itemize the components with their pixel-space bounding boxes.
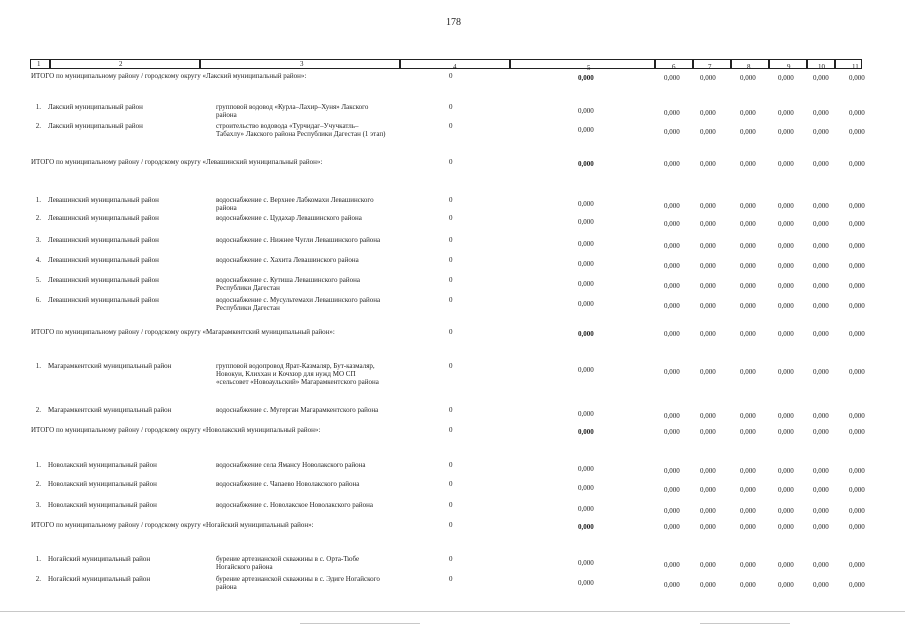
value-col-6: 0,000	[664, 467, 680, 475]
value-col-9: 0,000	[778, 74, 794, 82]
value-col-8: 0,000	[740, 523, 756, 531]
value-col-4: 0	[449, 236, 453, 244]
value-col-8: 0,000	[740, 302, 756, 310]
row-index: 1.	[35, 555, 41, 563]
value-col-6: 0,000	[664, 262, 680, 270]
value-col-7: 0,000	[700, 412, 716, 420]
value-col-11: 0,000	[849, 412, 865, 420]
header-label-3: 3	[300, 60, 304, 68]
project-description: строительство водовода «Турчидаг–Учучкатль–Табахлу» Лакского района Республики Дагестан (1 этап)	[216, 122, 386, 138]
district-name: Новолакский муниципальный район	[48, 480, 157, 488]
page-number: 178	[446, 17, 461, 28]
value-col-4: 0	[449, 362, 453, 370]
district-name: Левашинский муниципальный район	[48, 236, 159, 244]
header-label-11: 11	[852, 63, 859, 71]
total-label: ИТОГО по муниципальному району / городскому округу «Ногайский муниципальный район»:	[31, 521, 314, 529]
value-col-4: 0	[449, 158, 453, 166]
value-col-6: 0,000	[664, 109, 680, 117]
row-index: 2.	[35, 575, 41, 583]
value-col-8: 0,000	[740, 109, 756, 117]
row-index: 1.	[35, 362, 41, 370]
value-col-8: 0,000	[740, 74, 756, 82]
value-col-4: 0	[449, 72, 453, 80]
value-col-8: 0,000	[740, 581, 756, 589]
value-col-6: 0,000	[664, 330, 680, 338]
value-col-7: 0,000	[700, 202, 716, 210]
value-col-4: 0	[449, 103, 453, 111]
value-col-9: 0,000	[778, 486, 794, 494]
district-name: Левашинский муниципальный район	[48, 196, 159, 204]
value-col-5: 0,000	[578, 523, 594, 531]
value-col-6: 0,000	[664, 160, 680, 168]
value-col-7: 0,000	[700, 523, 716, 531]
value-col-7: 0,000	[700, 220, 716, 228]
value-col-11: 0,000	[849, 282, 865, 290]
value-col-10: 0,000	[813, 368, 829, 376]
value-col-5: 0,000	[578, 126, 594, 134]
value-col-11: 0,000	[849, 128, 865, 136]
value-col-9: 0,000	[778, 282, 794, 290]
header-label-5: 5	[587, 64, 591, 72]
header-label-10: 10	[818, 63, 825, 71]
district-name: Ногайский муниципальный район	[48, 555, 151, 563]
scan-line	[0, 611, 905, 612]
value-col-11: 0,000	[849, 262, 865, 270]
value-col-8: 0,000	[740, 486, 756, 494]
header-label-2: 2	[119, 60, 123, 68]
value-col-8: 0,000	[740, 507, 756, 515]
row-index: 1.	[35, 196, 41, 204]
value-col-7: 0,000	[700, 262, 716, 270]
value-col-9: 0,000	[778, 561, 794, 569]
value-col-4: 0	[449, 575, 453, 583]
value-col-8: 0,000	[740, 368, 756, 376]
value-col-10: 0,000	[813, 242, 829, 250]
value-col-5: 0,000	[578, 366, 594, 374]
value-col-9: 0,000	[778, 262, 794, 270]
scan-line	[300, 623, 420, 624]
value-col-5: 0,000	[578, 300, 594, 308]
value-col-7: 0,000	[700, 581, 716, 589]
value-col-6: 0,000	[664, 74, 680, 82]
value-col-4: 0	[449, 555, 453, 563]
row-index: 2.	[35, 480, 41, 488]
project-description: групповой водовод «Курла–Лахир–Хуня» Лакского района	[216, 103, 369, 119]
value-col-5: 0,000	[578, 505, 594, 513]
value-col-6: 0,000	[664, 202, 680, 210]
value-col-8: 0,000	[740, 428, 756, 436]
value-col-10: 0,000	[813, 581, 829, 589]
value-col-7: 0,000	[700, 160, 716, 168]
value-col-10: 0,000	[813, 412, 829, 420]
district-name: Магарамкентский муниципальный район	[48, 362, 172, 370]
value-col-8: 0,000	[740, 128, 756, 136]
value-col-6: 0,000	[664, 412, 680, 420]
district-name: Лакский муниципальный район	[48, 122, 143, 130]
value-col-8: 0,000	[740, 561, 756, 569]
row-index: 2.	[35, 214, 41, 222]
value-col-10: 0,000	[813, 486, 829, 494]
value-col-9: 0,000	[778, 302, 794, 310]
value-col-8: 0,000	[740, 467, 756, 475]
value-col-4: 0	[449, 296, 453, 304]
value-col-4: 0	[449, 328, 453, 336]
project-description: бурение артезианской скважины в с. Эдиге Ногайского района	[216, 575, 380, 591]
project-description: водоснабжение с. Чапаево Новолакского района	[216, 480, 360, 488]
header-label-8: 8	[747, 63, 751, 71]
value-col-5: 0,000	[578, 107, 594, 115]
value-col-6: 0,000	[664, 368, 680, 376]
district-name: Новолакский муниципальный район	[48, 501, 157, 509]
value-col-6: 0,000	[664, 128, 680, 136]
value-col-9: 0,000	[778, 128, 794, 136]
value-col-7: 0,000	[700, 507, 716, 515]
header-label-7: 7	[708, 63, 712, 71]
value-col-4: 0	[449, 122, 453, 130]
value-col-4: 0	[449, 521, 453, 529]
value-col-5: 0,000	[578, 74, 594, 82]
value-col-4: 0	[449, 256, 453, 264]
value-col-4: 0	[449, 276, 453, 284]
total-label: ИТОГО по муниципальному району / городскому округу «Новолакский муниципальный район»:	[31, 426, 321, 434]
value-col-4: 0	[449, 461, 453, 469]
project-description: водоснабжение с. Цудахар Левашинского района	[216, 214, 362, 222]
value-col-9: 0,000	[778, 368, 794, 376]
value-col-5: 0,000	[578, 465, 594, 473]
value-col-5: 0,000	[578, 428, 594, 436]
project-description: водоснабжение с. Мусультемахи Левашинского района Республики Дагестан	[216, 296, 381, 312]
value-col-10: 0,000	[813, 220, 829, 228]
value-col-5: 0,000	[578, 410, 594, 418]
project-description: групповой водопровод Ярат-Казмаляр, Бут-казмаляр, Новокуи, Клиххан и Кочхюр для нужд МО СП «сельсовет «Новоаульский» Магарамкентского района	[216, 362, 379, 386]
value-col-10: 0,000	[813, 523, 829, 531]
total-label: ИТОГО по муниципальному району / городскому округу «Лакский муниципальный район»:	[31, 72, 307, 80]
district-name: Магарамкентский муниципальный район	[48, 406, 172, 414]
value-col-8: 0,000	[740, 412, 756, 420]
value-col-6: 0,000	[664, 302, 680, 310]
value-col-10: 0,000	[813, 302, 829, 310]
value-col-4: 0	[449, 501, 453, 509]
value-col-9: 0,000	[778, 330, 794, 338]
value-col-11: 0,000	[849, 220, 865, 228]
value-col-5: 0,000	[578, 280, 594, 288]
value-col-9: 0,000	[778, 220, 794, 228]
value-col-7: 0,000	[700, 486, 716, 494]
value-col-7: 0,000	[700, 282, 716, 290]
value-col-10: 0,000	[813, 330, 829, 338]
row-index: 5.	[35, 276, 41, 284]
value-col-6: 0,000	[664, 507, 680, 515]
value-col-9: 0,000	[778, 507, 794, 515]
value-col-10: 0,000	[813, 428, 829, 436]
value-col-5: 0,000	[578, 260, 594, 268]
value-col-10: 0,000	[813, 160, 829, 168]
value-col-4: 0	[449, 480, 453, 488]
value-col-4: 0	[449, 214, 453, 222]
value-col-5: 0,000	[578, 559, 594, 567]
value-col-5: 0,000	[578, 200, 594, 208]
value-col-5: 0,000	[578, 579, 594, 587]
value-col-11: 0,000	[849, 523, 865, 531]
project-description: водоснабжение с. Мугерган Магарамкентского района	[216, 406, 379, 414]
value-col-7: 0,000	[700, 302, 716, 310]
value-col-10: 0,000	[813, 262, 829, 270]
row-index: 6.	[35, 296, 41, 304]
header-label-9: 9	[787, 63, 791, 71]
row-index: 1.	[35, 461, 41, 469]
value-col-10: 0,000	[813, 202, 829, 210]
value-col-9: 0,000	[778, 412, 794, 420]
value-col-5: 0,000	[578, 484, 594, 492]
header-label-4: 4	[453, 63, 457, 71]
value-col-11: 0,000	[849, 202, 865, 210]
value-col-11: 0,000	[849, 74, 865, 82]
value-col-10: 0,000	[813, 507, 829, 515]
value-col-9: 0,000	[778, 242, 794, 250]
value-col-9: 0,000	[778, 523, 794, 531]
value-col-6: 0,000	[664, 242, 680, 250]
district-name: Лакский муниципальный район	[48, 103, 143, 111]
value-col-8: 0,000	[740, 262, 756, 270]
value-col-11: 0,000	[849, 302, 865, 310]
project-description: водоснабжение с. Нижнее Чугли Левашинского района	[216, 236, 381, 244]
row-index: 1.	[35, 103, 41, 111]
value-col-9: 0,000	[778, 109, 794, 117]
total-label: ИТОГО по муниципальному району / городскому округу «Магарамкентский муниципальный район»:	[31, 328, 335, 336]
row-index: 2.	[35, 406, 41, 414]
scan-line	[700, 623, 790, 624]
district-name: Левашинский муниципальный район	[48, 276, 159, 284]
value-col-10: 0,000	[813, 128, 829, 136]
value-col-6: 0,000	[664, 486, 680, 494]
value-col-7: 0,000	[700, 368, 716, 376]
value-col-8: 0,000	[740, 330, 756, 338]
value-col-11: 0,000	[849, 242, 865, 250]
value-col-7: 0,000	[700, 74, 716, 82]
value-col-7: 0,000	[700, 467, 716, 475]
header-label-1: 1	[37, 60, 41, 68]
value-col-7: 0,000	[700, 330, 716, 338]
project-description: водоснабжение с. Кутиша Левашинского района Республики Дагестан	[216, 276, 360, 292]
value-col-9: 0,000	[778, 581, 794, 589]
value-col-9: 0,000	[778, 160, 794, 168]
value-col-8: 0,000	[740, 242, 756, 250]
district-name: Ногайский муниципальный район	[48, 575, 151, 583]
value-col-10: 0,000	[813, 109, 829, 117]
project-description: водоснабжение с. Верхнее Лабкомахи Левашинского района	[216, 196, 374, 212]
project-description: водоснабжение с. Новолакское Новолакского района	[216, 501, 373, 509]
value-col-5: 0,000	[578, 218, 594, 226]
value-col-7: 0,000	[700, 128, 716, 136]
value-col-4: 0	[449, 406, 453, 414]
project-description: водоснабжение села Ямансу Новолакского района	[216, 461, 366, 469]
value-col-8: 0,000	[740, 160, 756, 168]
value-col-5: 0,000	[578, 330, 594, 338]
value-col-11: 0,000	[849, 160, 865, 168]
value-col-5: 0,000	[578, 160, 594, 168]
value-col-9: 0,000	[778, 202, 794, 210]
value-col-7: 0,000	[700, 109, 716, 117]
value-col-8: 0,000	[740, 282, 756, 290]
district-name: Левашинский муниципальный район	[48, 296, 159, 304]
value-col-10: 0,000	[813, 74, 829, 82]
value-col-6: 0,000	[664, 282, 680, 290]
value-col-6: 0,000	[664, 523, 680, 531]
value-col-4: 0	[449, 426, 453, 434]
value-col-5: 0,000	[578, 240, 594, 248]
value-col-4: 0	[449, 196, 453, 204]
value-col-8: 0,000	[740, 220, 756, 228]
project-description: водоснабжение с. Хахита Левашинского района	[216, 256, 359, 264]
value-col-10: 0,000	[813, 561, 829, 569]
total-label: ИТОГО по муниципальному району / городскому округу «Левашинский муниципальный район»:	[31, 158, 323, 166]
row-index: 2.	[35, 122, 41, 130]
value-col-7: 0,000	[700, 428, 716, 436]
value-col-11: 0,000	[849, 486, 865, 494]
header-label-6: 6	[672, 63, 676, 71]
district-name: Левашинский муниципальный район	[48, 214, 159, 222]
project-description: бурение артезианской скважины в с. Орта-Тюбе Ногайского района	[216, 555, 360, 571]
row-index: 3.	[35, 501, 41, 509]
district-name: Новолакский муниципальный район	[48, 461, 157, 469]
value-col-7: 0,000	[700, 561, 716, 569]
value-col-6: 0,000	[664, 220, 680, 228]
value-col-11: 0,000	[849, 467, 865, 475]
value-col-6: 0,000	[664, 561, 680, 569]
value-col-11: 0,000	[849, 368, 865, 376]
value-col-6: 0,000	[664, 581, 680, 589]
value-col-6: 0,000	[664, 428, 680, 436]
value-col-9: 0,000	[778, 467, 794, 475]
row-index: 3.	[35, 236, 41, 244]
value-col-10: 0,000	[813, 467, 829, 475]
district-name: Левашинский муниципальный район	[48, 256, 159, 264]
value-col-11: 0,000	[849, 561, 865, 569]
value-col-11: 0,000	[849, 428, 865, 436]
row-index: 4.	[35, 256, 41, 264]
value-col-11: 0,000	[849, 507, 865, 515]
value-col-10: 0,000	[813, 282, 829, 290]
value-col-11: 0,000	[849, 109, 865, 117]
value-col-11: 0,000	[849, 581, 865, 589]
value-col-8: 0,000	[740, 202, 756, 210]
value-col-9: 0,000	[778, 428, 794, 436]
value-col-7: 0,000	[700, 242, 716, 250]
value-col-11: 0,000	[849, 330, 865, 338]
